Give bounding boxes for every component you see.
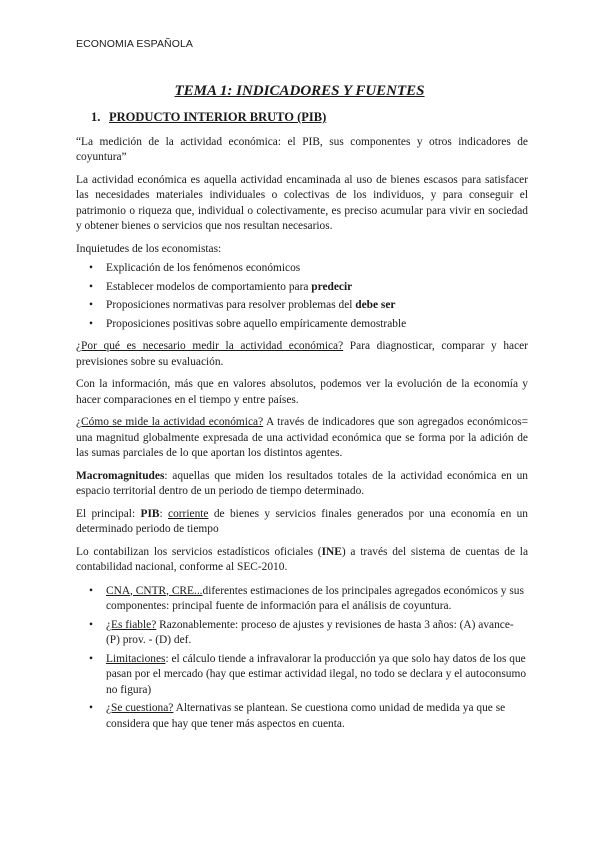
list-item: • Explicación de los fenómenos económicos: [76, 261, 528, 277]
list-item: • Establecer modelos de comportamiento para predecir: [76, 280, 528, 296]
list-item: • Proposiciones normativas para resolver problemas del debe ser: [76, 298, 528, 314]
bullet-icon: •: [89, 702, 93, 714]
section-number: 1.: [91, 110, 101, 124]
page-header: ECONOMIA ESPAÑOLA: [76, 38, 194, 50]
paragraph-macromagnitudes: Macromagnitudes: aquellas que miden los resultados totales de la actividad económica en un espacio territorial dentro de un periodo de tiempo determinado.: [76, 469, 528, 497]
list-item: • Proposiciones positivas sobre aquello empíricamente demostrable: [76, 317, 528, 333]
document-title: TEMA 1: INDICADORES Y FUENTES: [174, 83, 425, 99]
paragraph-actividad: La actividad económica es aquella actividad encaminada al uso de bienes escasos para satisfacer las necesidades materiales individuales o colectivas de los individuos, y para conseguir el patrimonio o riqueza que, individual o colectivamente, es preciso acumular para vivir en sociedad y obtener bienes o servicios que nos resultan necesarios.: [76, 173, 528, 232]
bullet-icon: •: [89, 299, 93, 311]
list-item: • ¿Se cuestiona? Alternativas se plantean. Se cuestiona como unidad de medida ya que se considera que hay que tener más aspectos en cuenta.: [89, 702, 506, 730]
paragraph-pib: El principal: PIB: corriente de bienes y servicios finales generados por una economía en un determinado periodo de tiempo: [76, 507, 529, 535]
paragraph-informacion: Con la información, más que en valores absolutos, podemos ver la evolución de la economía y hacer comparaciones en el tiempo y entre países.: [76, 378, 528, 406]
list-item: • ¿Es fiable? Razonablemente: proceso de ajustes y revisiones de hasta 3 años: (A) avance- (P) prov. - (D) def.: [89, 618, 514, 646]
bullet-icon: •: [89, 584, 93, 597]
document-body: [76, 110, 528, 739]
bullet-icon: •: [89, 280, 93, 293]
list-item: • CNA, CNTR, CRE...diferentes estimaciones de los principales agregados económicos y sus componentes: principal fuente de información para el análisis de coyuntura.: [89, 584, 524, 612]
section-quote: “La medición de la actividad económica: el PIB, sus componentes y otros indicadores de coyuntura”: [76, 135, 528, 163]
paragraph-inquietudes: Inquietudes de los economistas:: [76, 242, 222, 255]
bullet-icon: •: [89, 262, 93, 274]
bullet-list-inquietudes: [76, 261, 528, 332]
bullet-list-contabilidad: [76, 584, 528, 733]
bullet-icon: •: [89, 618, 93, 631]
paragraph-por-que-medir: ¿Por qué es necesario medir la actividad económica? Para diagnosticar, comparar y hacer previsiones sobre su evaluación.: [76, 340, 528, 368]
paragraph-como-medir: ¿Cómo se mide la actividad económica? A través de indicadores que son agregados económicos= una magnitud globalmente expresada de una actividad económica que se forma por la adición de las sumas parciales de lo que aportan los distintos agentes.: [76, 416, 529, 459]
section-heading: [91, 110, 528, 126]
paragraph-ine: Lo contabilizan los servicios estadísticos oficiales (INE) a través del sistema de cuentas de la contabilidad nacional, conforme al SEC-2010.: [76, 545, 528, 573]
bullet-icon: •: [89, 317, 93, 330]
section-title: PRODUCTO INTERIOR BRUTO (PIB): [109, 110, 327, 124]
bullet-icon: •: [89, 652, 93, 665]
list-item: • Limitaciones: el cálculo tiende a infravalorar la producción ya que solo hay datos de los que pasan por el mercado (hay que estimar actividad ilegal, no todo se declara y el autoconsumo no figura): [89, 652, 527, 696]
